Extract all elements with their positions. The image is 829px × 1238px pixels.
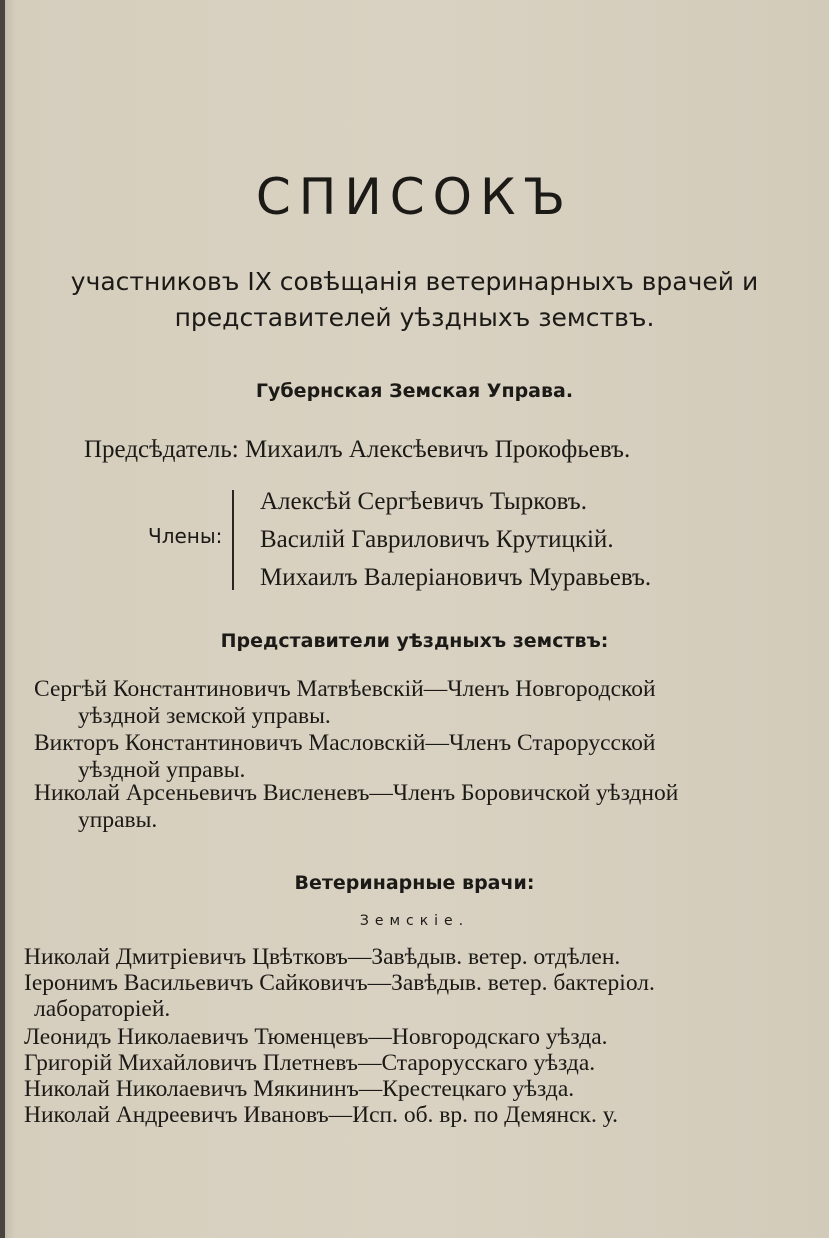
document-subtitle: [0, 264, 829, 336]
chairman-line: Предсѣдатель: Михаилъ Алексѣевичъ Прокофьевъ.: [84, 436, 631, 463]
representative-line-1: Сергѣй Константиновичъ Матвѣевскій—Членъ Новгородской: [34, 676, 656, 702]
veterinarian-line: Николай Дмитріевичъ Цвѣтковъ—Завѣдыв. ветер. отдѣлен.: [24, 944, 621, 970]
representative-entry: [34, 730, 754, 784]
subtitle-line-1: участниковъ IX совѣщанія ветеринарныхъ врачей и: [70, 267, 759, 296]
veterinarian-line: Леонидъ Николаевичъ Тюменцевъ—Новгородскаго уѣзда.: [24, 1024, 608, 1050]
representative-line-2: управы.: [78, 807, 158, 833]
representative-line-1: Викторъ Константиновичъ Масловскій—Членъ Старорусской: [34, 730, 656, 756]
representative-entry: [34, 676, 754, 730]
representative-line-1: Николай Арсеньевичъ Висленевъ—Членъ Боровичской уѣздной: [34, 780, 679, 806]
veterinarian-line: Григорій Михайловичъ Плетневъ—Старорусскаго уѣзда.: [24, 1050, 596, 1076]
section-heading-provincial-board: Губернская Земская Управа.: [255, 380, 574, 402]
representative-line-2: уѣздной земской управы.: [78, 703, 331, 729]
subheading-zemstvo: Земскіе.: [359, 913, 470, 929]
representative-line-2: уѣздной управы.: [78, 757, 246, 783]
veterinarian-line: лабораторіей.: [34, 996, 171, 1022]
members-brace: [232, 490, 242, 590]
veterinarian-line: Николай Андреевичъ Ивановъ—Исп. об. вр. по Демянск. у.: [24, 1102, 618, 1128]
section-heading-veterinarians: Ветеринарные врачи:: [294, 872, 535, 894]
subtitle-line-2: представителей уѣздныхъ земствъ.: [174, 303, 655, 332]
representative-entry: [34, 780, 754, 834]
member-2: Василій Гавриловичъ Крутицкій.: [260, 526, 614, 553]
veterinarian-line: Іеронимъ Васильевичъ Сайковичъ—Завѣдыв. ветер. бактеріол.: [24, 970, 655, 996]
members-label: Члены:: [148, 524, 223, 548]
member-3: Михаилъ Валеріановичъ Муравьевъ.: [260, 564, 652, 591]
veterinarian-line: Николай Николаевичъ Мякининъ—Крестецкаго уѣзда.: [24, 1076, 575, 1102]
member-1: Алексѣй Сергѣевичъ Тырковъ.: [260, 488, 587, 515]
document-title: СПИСОКЪ: [255, 168, 574, 226]
section-heading-district-representatives: Представители уѣздныхъ земствъ:: [220, 630, 609, 652]
